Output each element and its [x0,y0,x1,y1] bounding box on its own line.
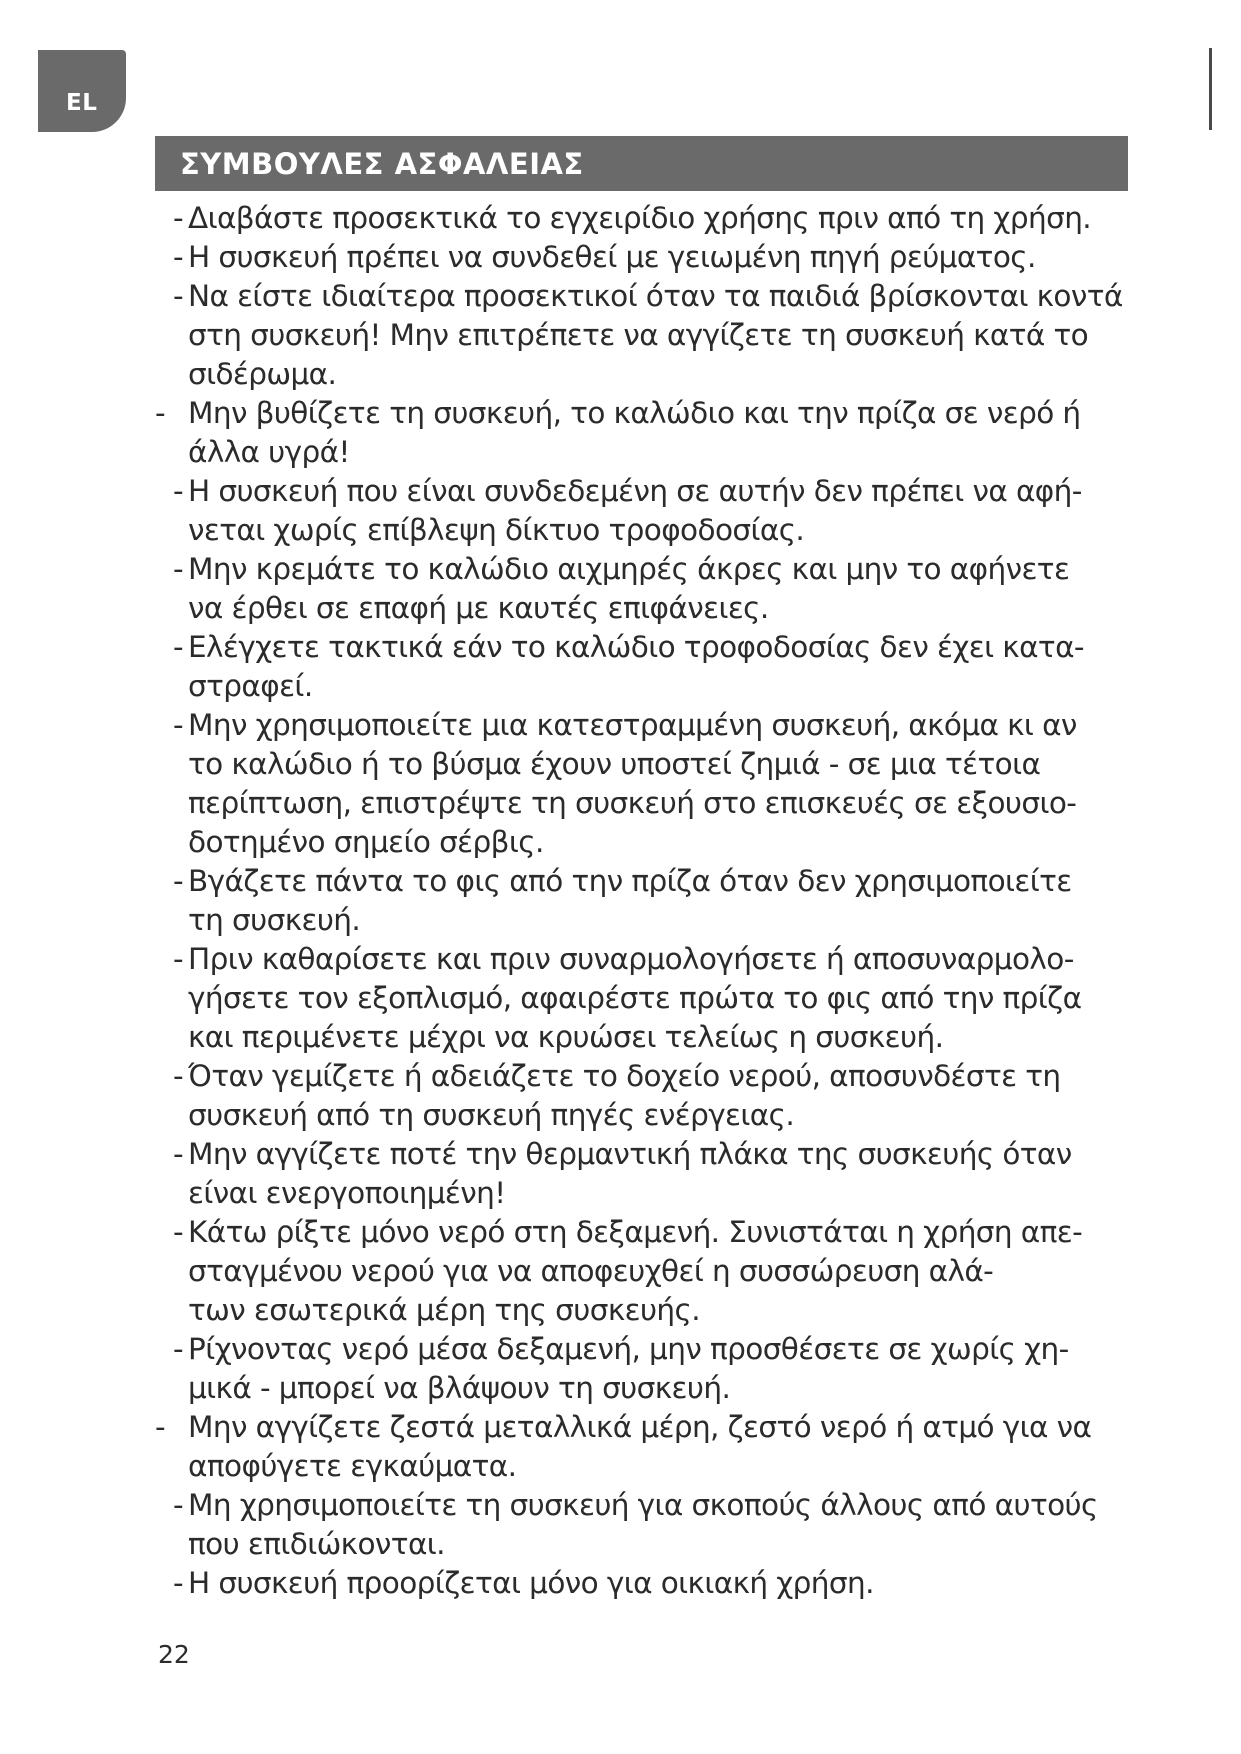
rule-dash: - [155,1410,166,1444]
rule-dash: - [173,1137,184,1171]
rule-line: Μην αγγίζετε ζεστά μεταλλικά μέρη, ζεστό νερό ή ατμό για να [188,1410,1092,1444]
section-title: ΣΥΜΒΟΥΛΕΣ ΑΣΦΑΛΕΙΑΣ [180,147,584,181]
rule-dash: - [173,201,184,235]
safety-rule [155,394,1135,472]
section-header [155,136,1128,191]
rule-line: Ρίχνοντας νερό μέσα δεξαμενή, μην προσθέσετε σε χωρίς χη- [188,1332,1069,1366]
rule-line: γήσετε τον εξοπλισμό, αφαιρέστε πρώτα το φις από την πρίζα [188,981,1082,1015]
rule-line: που επιδιώκονται. [188,1527,445,1561]
rule-dash: - [173,240,184,274]
language-label: EL [66,90,98,116]
rule-line: Όταν γεμίζετε ή αδειάζετε το δοχείο νερού, αποσυνδέστε τη [188,1059,1061,1093]
rule-line: Μην βυθίζετε τη συσκευή, το καλώδιο και την πρίζα σε νερό ή [188,396,1081,430]
safety-rules-list [155,199,1135,1603]
safety-rule [155,862,1135,940]
rule-line: μικά - μπορεί να βλάψουν τη συσκευή. [188,1371,731,1405]
rule-dash: - [173,708,184,742]
rule-line: Πριν καθαρίσετε και πριν συναρμολογήσετε ή αποσυναρμολο- [188,942,1074,976]
rule-line: Μην αγγίζετε ποτέ την θερμαντική πλάκα της συσκευής όταν [188,1137,1072,1171]
page-number: 22 [158,1640,190,1669]
safety-rule [155,199,1135,238]
rule-dash: - [173,1488,184,1522]
safety-rule [155,550,1135,628]
rule-line: να έρθει σε επαφή με καυτές επιφάνειες. [188,591,769,625]
safety-rule [155,628,1135,706]
rule-line: περίπτωση, επιστρέψτε τη συσκευή στο επισκευές σε εξουσιο- [188,786,1077,820]
rule-dash: - [173,942,184,976]
rule-line: σιδέρωμα. [188,357,337,391]
rule-dash: - [173,1566,184,1600]
rule-line: Η συσκευή προορίζεται μόνο για οικιακή χρήση. [188,1566,874,1600]
rule-line: νεται χωρίς επίβλεψη δίκτυο τροφοδοσίας. [188,513,805,547]
rule-line: Η συσκευή πρέπει να συνδεθεί με γειωμένη πηγή ρεύματος. [188,240,1036,274]
rule-dash: - [173,1215,184,1249]
safety-rule [155,1057,1135,1135]
rule-line: στη συσκευή! Μην επιτρέπετε να αγγίζετε τη συσκευή κατά το [188,318,1089,352]
rule-line: Μην χρησιμοποιείτε μια κατεστραμμένη συσκευή, ακόμα κι αν [188,708,1077,742]
rule-line: Διαβάστε προσεκτικά το εγχειρίδιο χρήσης πριν από τη χρήση. [188,201,1092,235]
rule-line: σταγμένου νερού για να αποφευχθεί η συσσώρευση αλά- [188,1254,994,1288]
safety-rule [155,706,1135,862]
safety-rule [155,238,1135,277]
rule-dash: - [155,396,166,430]
rule-line: Κάτω ρίξτε μόνο νερό στη δεξαμενή. Συνιστάται η χρήση απε- [188,1215,1083,1249]
language-tab [38,50,126,132]
rule-dash: - [173,630,184,664]
rule-line: τη συσκευή. [188,903,361,937]
safety-rule [155,1486,1135,1564]
rule-dash: - [173,1332,184,1366]
safety-rule [155,1135,1135,1213]
page-edge-line [1209,48,1212,130]
safety-rule [155,1564,1135,1603]
rule-line: και περιμένετε μέχρι να κρυώσει τελείως η συσκευή. [188,1020,944,1054]
safety-rule [155,1213,1135,1330]
rule-dash: - [173,474,184,508]
rule-line: Η συσκευή που είναι συνδεδεμένη σε αυτήν δεν πρέπει να αφή- [188,474,1082,508]
safety-rule [155,940,1135,1057]
rule-dash: - [173,864,184,898]
rule-line: στραφεί. [188,669,313,703]
safety-rule [155,277,1135,394]
rule-line: αποφύγετε εγκαύματα. [188,1449,517,1483]
rule-line: των εσωτερικά μέρη της συσκευής. [188,1293,701,1327]
rule-dash: - [173,279,184,313]
rule-line: Μη χρησιμοποιείτε τη συσκευή για σκοπούς άλλους από αυτούς [188,1488,1098,1522]
rule-line: Ελέγχετε τακτικά εάν το καλώδιο τροφοδοσίας δεν έχει κατα- [188,630,1084,664]
rule-line: Να είστε ιδιαίτερα προσεκτικοί όταν τα παιδιά βρίσκονται κοντά [188,279,1123,313]
rule-line: Βγάζετε πάντα το φις από την πρίζα όταν δεν χρησιμοποιείτε [188,864,1072,898]
rule-line: Μην κρεμάτε το καλώδιο αιχμηρές άκρες και μην το αφήνετε [188,552,1070,586]
rule-dash: - [173,552,184,586]
rule-dash: - [173,1059,184,1093]
rule-line: άλλα υγρά! [188,435,350,469]
safety-rule [155,1330,1135,1408]
rule-line: το καλώδιο ή το βύσμα έχουν υποστεί ζημιά - σε μια τέτοια [188,747,1041,781]
rule-line: είναι ενεργοποιημένη! [188,1176,506,1210]
rule-line: συσκευή από τη συσκευή πηγές ενέργειας. [188,1098,795,1132]
safety-rule [155,1408,1135,1486]
safety-rule [155,472,1135,550]
rule-line: δοτημένο σημείο σέρβις. [188,825,544,859]
